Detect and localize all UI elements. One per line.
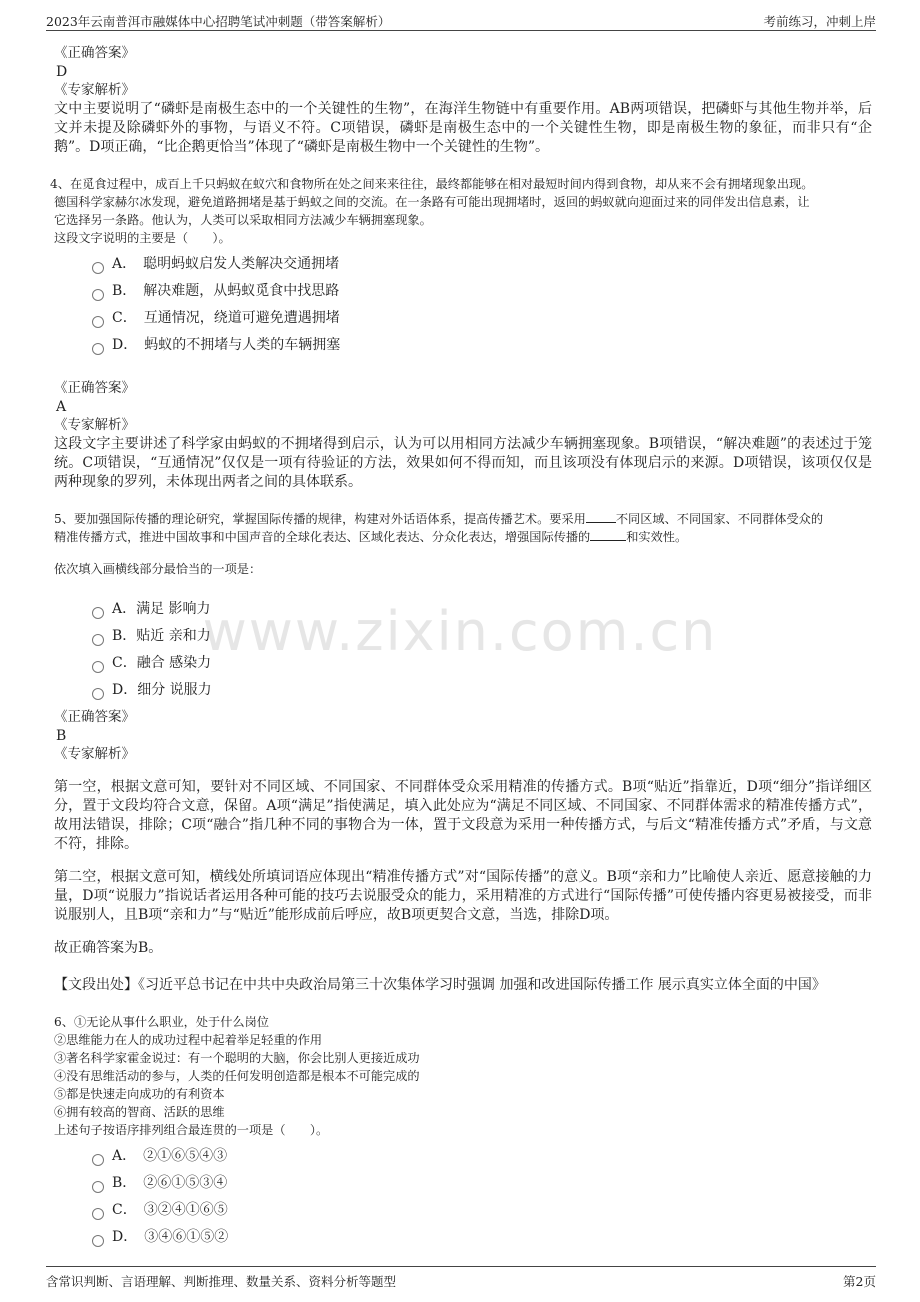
sentence-item: ⑥拥有较高的智商、活跃的思维 [54, 1105, 225, 1119]
option-list [92, 596, 872, 704]
question-stem: 4、在觅食过程中，成百上千只蚂蚁在蚁穴和食物所在处之间来来往往，最终都能够在相对最短时间内得到食物，却从来不会有拥堵现象出现。 [50, 177, 814, 191]
radio-icon[interactable] [92, 688, 104, 700]
option-c[interactable] [92, 1197, 872, 1224]
option-label: D．细分 说服力 [112, 682, 212, 698]
radio-icon[interactable] [92, 1235, 104, 1247]
option-a[interactable] [92, 1143, 872, 1170]
question-prompt: 上述句子按语序排列组合最连贯的一项是（ ）。 [54, 1123, 329, 1137]
radio-icon[interactable] [92, 1208, 104, 1220]
radio-icon[interactable] [92, 1154, 104, 1166]
stem-part: 不同区域、不同国家、不同群体受众的 [615, 512, 824, 526]
question-prompt: 这段文字说明的主要是（ ）。 [54, 231, 231, 245]
option-b[interactable] [92, 623, 872, 650]
option-b[interactable] [92, 1170, 872, 1197]
question-stem [54, 510, 872, 528]
page-content [50, 44, 872, 1251]
option-c[interactable] [92, 305, 872, 332]
answer-tag: 《正确答案》 [54, 380, 135, 396]
header-slogan: 考前练习，冲刺上岸 [763, 14, 876, 29]
stem-part: 5、要加强国际传播的理论研究，掌握国际传播的规律，构建对外话语体系，提高传播艺术。要采用 [54, 512, 586, 526]
option-label: A．满足 影响力 [112, 601, 211, 617]
page-header [46, 8, 876, 31]
answer-tag: 《正确答案》 [54, 45, 135, 61]
radio-icon[interactable] [92, 607, 104, 619]
option-label: B． 解决难题，从蚂蚁觅食中找思路 [112, 283, 340, 299]
explanation-text: 这段文字主要讲述了科学家由蚂蚁的不拥堵得到启示，认为可以用相同方法减少车辆拥塞现象。B项错误，“解决难题”的表述过于笼统。C项错误，“互通情况”仅仅是一项有待验证的方法，效果如何不得而知，而且该项没有体现启示的来源。D项错误，该项仅仅是两种现象的罗列，未体现出两者之间的具体联系。 [54, 436, 872, 490]
option-label: A． 聪明蚂蚁启发人类解决交通拥堵 [112, 256, 340, 272]
question-stem: 德国科学家赫尔冰发现，避免道路拥堵是基于蚂蚁之间的交流。在一条路有可能出现拥堵时，返回的蚂蚁就向迎面过来的同伴发出信息素，让 [54, 195, 810, 209]
radio-icon[interactable] [92, 316, 104, 328]
radio-icon[interactable] [92, 661, 104, 673]
question-stem [54, 528, 872, 546]
option-a[interactable] [92, 596, 872, 623]
explain-tag: 《专家解析》 [54, 417, 135, 433]
option-label: D． 蚂蚁的不拥堵与人类的车辆拥塞 [112, 337, 341, 353]
option-list [92, 251, 872, 359]
option-d[interactable] [92, 332, 872, 359]
page-footer [46, 1266, 876, 1291]
page-number: 第2页 [843, 1274, 876, 1289]
option-label: C． ③②④①⑥⑤ [112, 1202, 228, 1218]
option-b[interactable] [92, 278, 872, 305]
option-a[interactable] [92, 251, 872, 278]
sentence-item: ④没有思维活动的参与，人类的任何发明创造都是根本不可能完成的 [54, 1069, 420, 1083]
stem-part: 精准传播方式，推进中国故事和中国声音的全球化表达、区域化表达、分众化表达，增强国际传播的 [54, 530, 591, 544]
fill-blank [590, 540, 626, 541]
radio-icon[interactable] [92, 343, 104, 355]
explain-tag: 《专家解析》 [54, 746, 135, 762]
option-label: B．贴近 亲和力 [112, 628, 211, 644]
sentence-item: 6、①无论从事什么职业，处于什么岗位 [54, 1015, 269, 1029]
stem-part: 和实效性。 [626, 530, 688, 544]
footer-categories: 含常识判断、言语理解、判断推理、数量关系、资料分析等题型 [46, 1274, 397, 1289]
explanation-text: 文中主要说明了“磷虾是南极生态中的一个关键性的生物”，在海洋生物链中有重要作用。AB两项错误，把磷虾与其他生物并举，后文并未提及除磷虾外的事物，与语义不符。C项错误，磷虾是南极生态中的一个关键性生物，即是南极生物的象征，而非只有“企鹅”。D项正确，“比企鹅更恰当”体现了“磷虾是南极生物中一个关键性的生物”。 [54, 101, 872, 155]
answer-letter: D [56, 64, 68, 80]
option-label: D． ③④⑥①⑤② [112, 1229, 229, 1245]
radio-icon[interactable] [92, 289, 104, 301]
option-label: C．融合 感染力 [112, 655, 212, 671]
answer-letter: A [56, 399, 67, 415]
source-citation: 【文段出处】《习近平总书记在中共中央政治局第三十次集体学习时强调 加强和改进国际传播工作 展示真实立体全面的中国》 [54, 977, 826, 993]
option-label: C． 互通情况，绕道可避免遭遇拥堵 [112, 310, 340, 326]
answer-letter: B [56, 728, 67, 744]
radio-icon[interactable] [92, 634, 104, 646]
explanation-paragraph: 第二空，根据文意可知，横线处所填词语应体现出“精准传播方式”对“国际传播”的意义。B项“亲和力”比喻使人亲近、愿意接触的力量，D项“说服力”指说话者运用各种可能的技巧去说服受众的能力，采用精准的方式进行“国际传播”可使传播内容更易被接受，而非说服别人，且B项“亲和力”与“贴近”能形成前后呼应，故B项更契合文意，当选，排除D项。 [54, 869, 872, 923]
option-d[interactable] [92, 677, 872, 704]
question-stem: 它选择另一条路。他认为，人类可以采取相同方法减少车辆拥塞现象。 [54, 213, 432, 227]
document-title: 2023年云南普洱市融媒体中心招聘笔试冲刺题（带答案解析） [46, 14, 391, 29]
option-d[interactable] [92, 1224, 872, 1251]
explanation-paragraph: 第一空，根据文意可知，要针对不同区域、不同国家、不同群体受众采用精准的传播方式。B项“贴近”指靠近，D项“细分”指详细区分，置于文段均符合文意，保留。A项“满足”指使满足，填入此处应为“满足不同区域、不同国家、不同群体需求的精准传播方式”，故用法错误，排除；C项“融合”指几种不同的事物合为一体，置于文段意为采用一种传播方式，与后文“精准传播方式”矛盾，与文意不符，排除。 [54, 779, 872, 852]
sentence-item: ⑤都是快速走向成功的有利资本 [54, 1087, 225, 1101]
option-label: B． ②⑥①⑤③④ [112, 1175, 228, 1191]
conclusion-text: 故正确答案为B。 [54, 940, 163, 956]
option-list [92, 1143, 872, 1251]
radio-icon[interactable] [92, 262, 104, 274]
fill-blank [586, 522, 616, 523]
answer-tag: 《正确答案》 [54, 709, 135, 725]
sentence-item: ③著名科学家霍金说过：有一个聪明的大脑，你会比别人更接近成功 [54, 1051, 420, 1065]
question-prompt: 依次填入画横线部分最恰当的一项是： [54, 562, 262, 576]
sentence-item: ②思维能力在人的成功过程中起着举足轻重的作用 [54, 1033, 323, 1047]
option-label: A． ②①⑥⑤④③ [112, 1148, 228, 1164]
option-c[interactable] [92, 650, 872, 677]
explain-tag: 《专家解析》 [54, 82, 135, 98]
watermark: www.zixin.com.cn [202, 600, 718, 663]
radio-icon[interactable] [92, 1181, 104, 1193]
